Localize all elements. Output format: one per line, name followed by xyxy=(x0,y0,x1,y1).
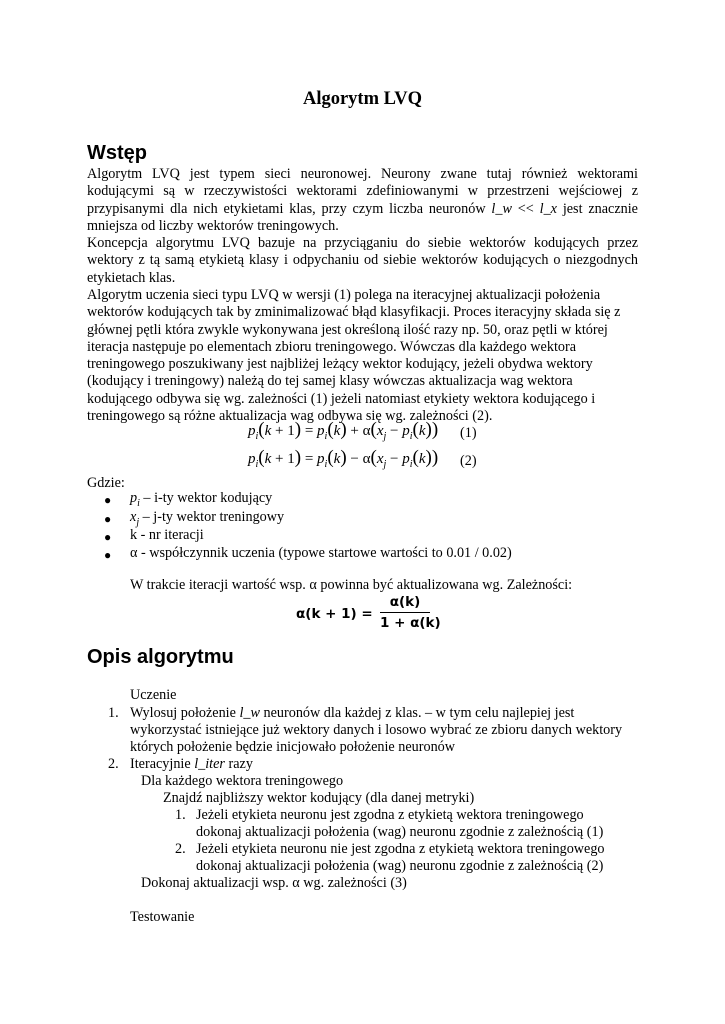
bullet-item-alpha xyxy=(130,545,512,562)
equation-1: $p_i(k + 1) = p_i(k) + \alpha(x_j - p_i(k))$ xyxy=(248,419,439,442)
section-heading-algorithm: Opis algorytmu xyxy=(87,646,234,668)
bullet-icon: ● xyxy=(104,493,112,507)
where-label: Gdzie: xyxy=(87,475,125,491)
step-1-line-3: których położenie będzie inicjowało położenie neuronów xyxy=(130,739,456,755)
substep-number: 1. xyxy=(175,807,186,823)
step-number: 2. xyxy=(108,756,119,772)
bullet-text: – i-ty wektor kodujący xyxy=(139,490,273,506)
operator-much-less: << xyxy=(511,200,540,217)
step-1-text: Wylosuj położenie xyxy=(130,705,240,721)
intro-paragraph-3 xyxy=(87,287,638,425)
paragraph-line: kodującego odbywa się wg. zależności (1) jeżeli natomiast etykiety wektora kodującego i xyxy=(87,390,596,407)
var-l-w: l_w xyxy=(239,705,260,721)
equation-2: $p_i(k + 1) = p_i(k) - \alpha(x_j - p_i(k))$ xyxy=(248,447,439,470)
bullet-icon: ● xyxy=(104,530,112,544)
symbol-alpha: α xyxy=(130,545,138,561)
var-l-x: l_x xyxy=(539,200,557,217)
intro-paragraph-1-text: Algorytm LVQ jest typem sieci neuronowej. Neurony zwane tutaj również wektorami kodującymi są w rzeczywistości wektorami zdefiniowanymi w przestrzeni wejściowej z przypisanymi dla nich etykietami klas, przy czym liczba neuronów xyxy=(87,166,638,217)
subscript-j: j xyxy=(136,516,140,528)
paragraph-line: iteracja następuje po elementach zbioru treningowego. Wówczas dla każdego wektora xyxy=(87,338,576,355)
symbol-x: x xyxy=(130,509,137,525)
paragraph-line: treningowego poszukiwany jest najbliżej leżący wektor kodujący, jeżeli obydwa wektory xyxy=(87,356,593,373)
alpha-update-note: W trakcie iteracji wartość wsp. α powinna być aktualizowana wg. Zależności: xyxy=(130,577,573,593)
equation-1-number: (1) xyxy=(460,425,477,441)
substep-1-line-1: Jeżeli etykieta neuronu jest zgodna z etykietą wektora treningowego xyxy=(196,807,584,823)
fraction-bar xyxy=(380,612,430,613)
equation-2-number: (2) xyxy=(460,453,477,469)
bullet-item-k: k - nr iteracji xyxy=(130,527,204,543)
step-2-text: Iteracyjnie xyxy=(130,756,195,772)
bullet-icon: ● xyxy=(104,512,112,526)
substep-number: 2. xyxy=(175,841,186,857)
find-nearest-line: Znajdź najbliższy wektor kodujący (dla danej metryki) xyxy=(163,790,475,806)
alpha-update-line: Dokonaj aktualizacji wsp. α wg. zależności (3) xyxy=(141,875,407,891)
testing-label: Testowanie xyxy=(130,909,195,925)
alpha-update-formula xyxy=(296,594,441,634)
intro-paragraph-1-tail: jest znacznie mniejsza od liczby wektorów treningowych. xyxy=(87,200,638,234)
var-l-iter: l_iter xyxy=(194,756,225,772)
bullet-text: - współczynnik uczenia (typowe startowe wartości to 0.01 / 0.02) xyxy=(137,545,512,561)
formula-denominator: 1 + α(k) xyxy=(380,615,441,631)
subscript-i: i xyxy=(137,497,140,509)
step-1-line-1 xyxy=(130,705,574,722)
step-number: 1. xyxy=(108,705,119,721)
substep-1-line-2: dokonaj aktualizacji położenia (wag) neuronu zgodnie z zależnością (1) xyxy=(196,824,604,840)
substep-2-line-1: Jeżeli etykieta neuronu nie jest zgodna z etykietą wektora treningowego xyxy=(196,841,605,857)
paragraph-line: Algorytm uczenia sieci typu LVQ w wersji (1) polega na iteracyjnej aktualizacji położenia xyxy=(87,287,601,303)
intro-paragraph-1 xyxy=(87,166,638,235)
formula-lhs: α(k + 1) = xyxy=(296,606,373,622)
paragraph-line: wektorów kodujących tak by zminimalizować błąd klasyfikacji. Proces iteracyjny składa się z xyxy=(87,304,621,321)
for-each-line: Dla każdego wektora treningowego xyxy=(141,773,344,789)
step-2-text-tail: razy xyxy=(224,756,253,772)
step-1-text-tail: neuronów dla każdej z klas. – w tym celu najlepiej jest xyxy=(259,705,575,721)
var-l-w: l_w xyxy=(491,200,512,217)
intro-paragraph-2: Koncepcja algorytmu LVQ bazuje na przyciąganiu do siebie wektorów kodujących przez wektory z tą samą etykietą klasy i odpychaniu od siebie wektorów kodujących o niezgodnych etykietach klas. xyxy=(87,235,638,286)
bullet-text: – j-ty wektor treningowy xyxy=(139,509,285,525)
paragraph-line: treningowego są różne aktualizacja wag odbywa się wg. zależności (2). xyxy=(87,408,493,425)
step-1-line-2: wykorzystać istniejące już wektory danych i losowo wybrać ze zbioru danych wektory xyxy=(130,722,623,738)
formula-numerator: α(k) xyxy=(389,594,421,610)
document-title: Algorytm LVQ xyxy=(302,89,423,109)
paragraph-line: (kodujący i treningowy) należą do tej samej klasy wówczas aktualizacja wag wektora xyxy=(87,373,573,390)
substep-2-line-2: dokonaj aktualizacji położenia (wag) neuronu zgodnie z zależnością (2) xyxy=(196,858,604,874)
learning-label: Uczenie xyxy=(130,687,177,703)
section-heading-intro: Wstęp xyxy=(87,142,147,164)
symbol-p: p xyxy=(130,490,138,506)
paragraph-line: głównej pętli która zwykle wykonywana jest określoną ilość razy np. 50, oraz pętli w której xyxy=(87,321,608,338)
bullet-icon: ● xyxy=(104,548,112,562)
step-2-line xyxy=(130,756,253,773)
